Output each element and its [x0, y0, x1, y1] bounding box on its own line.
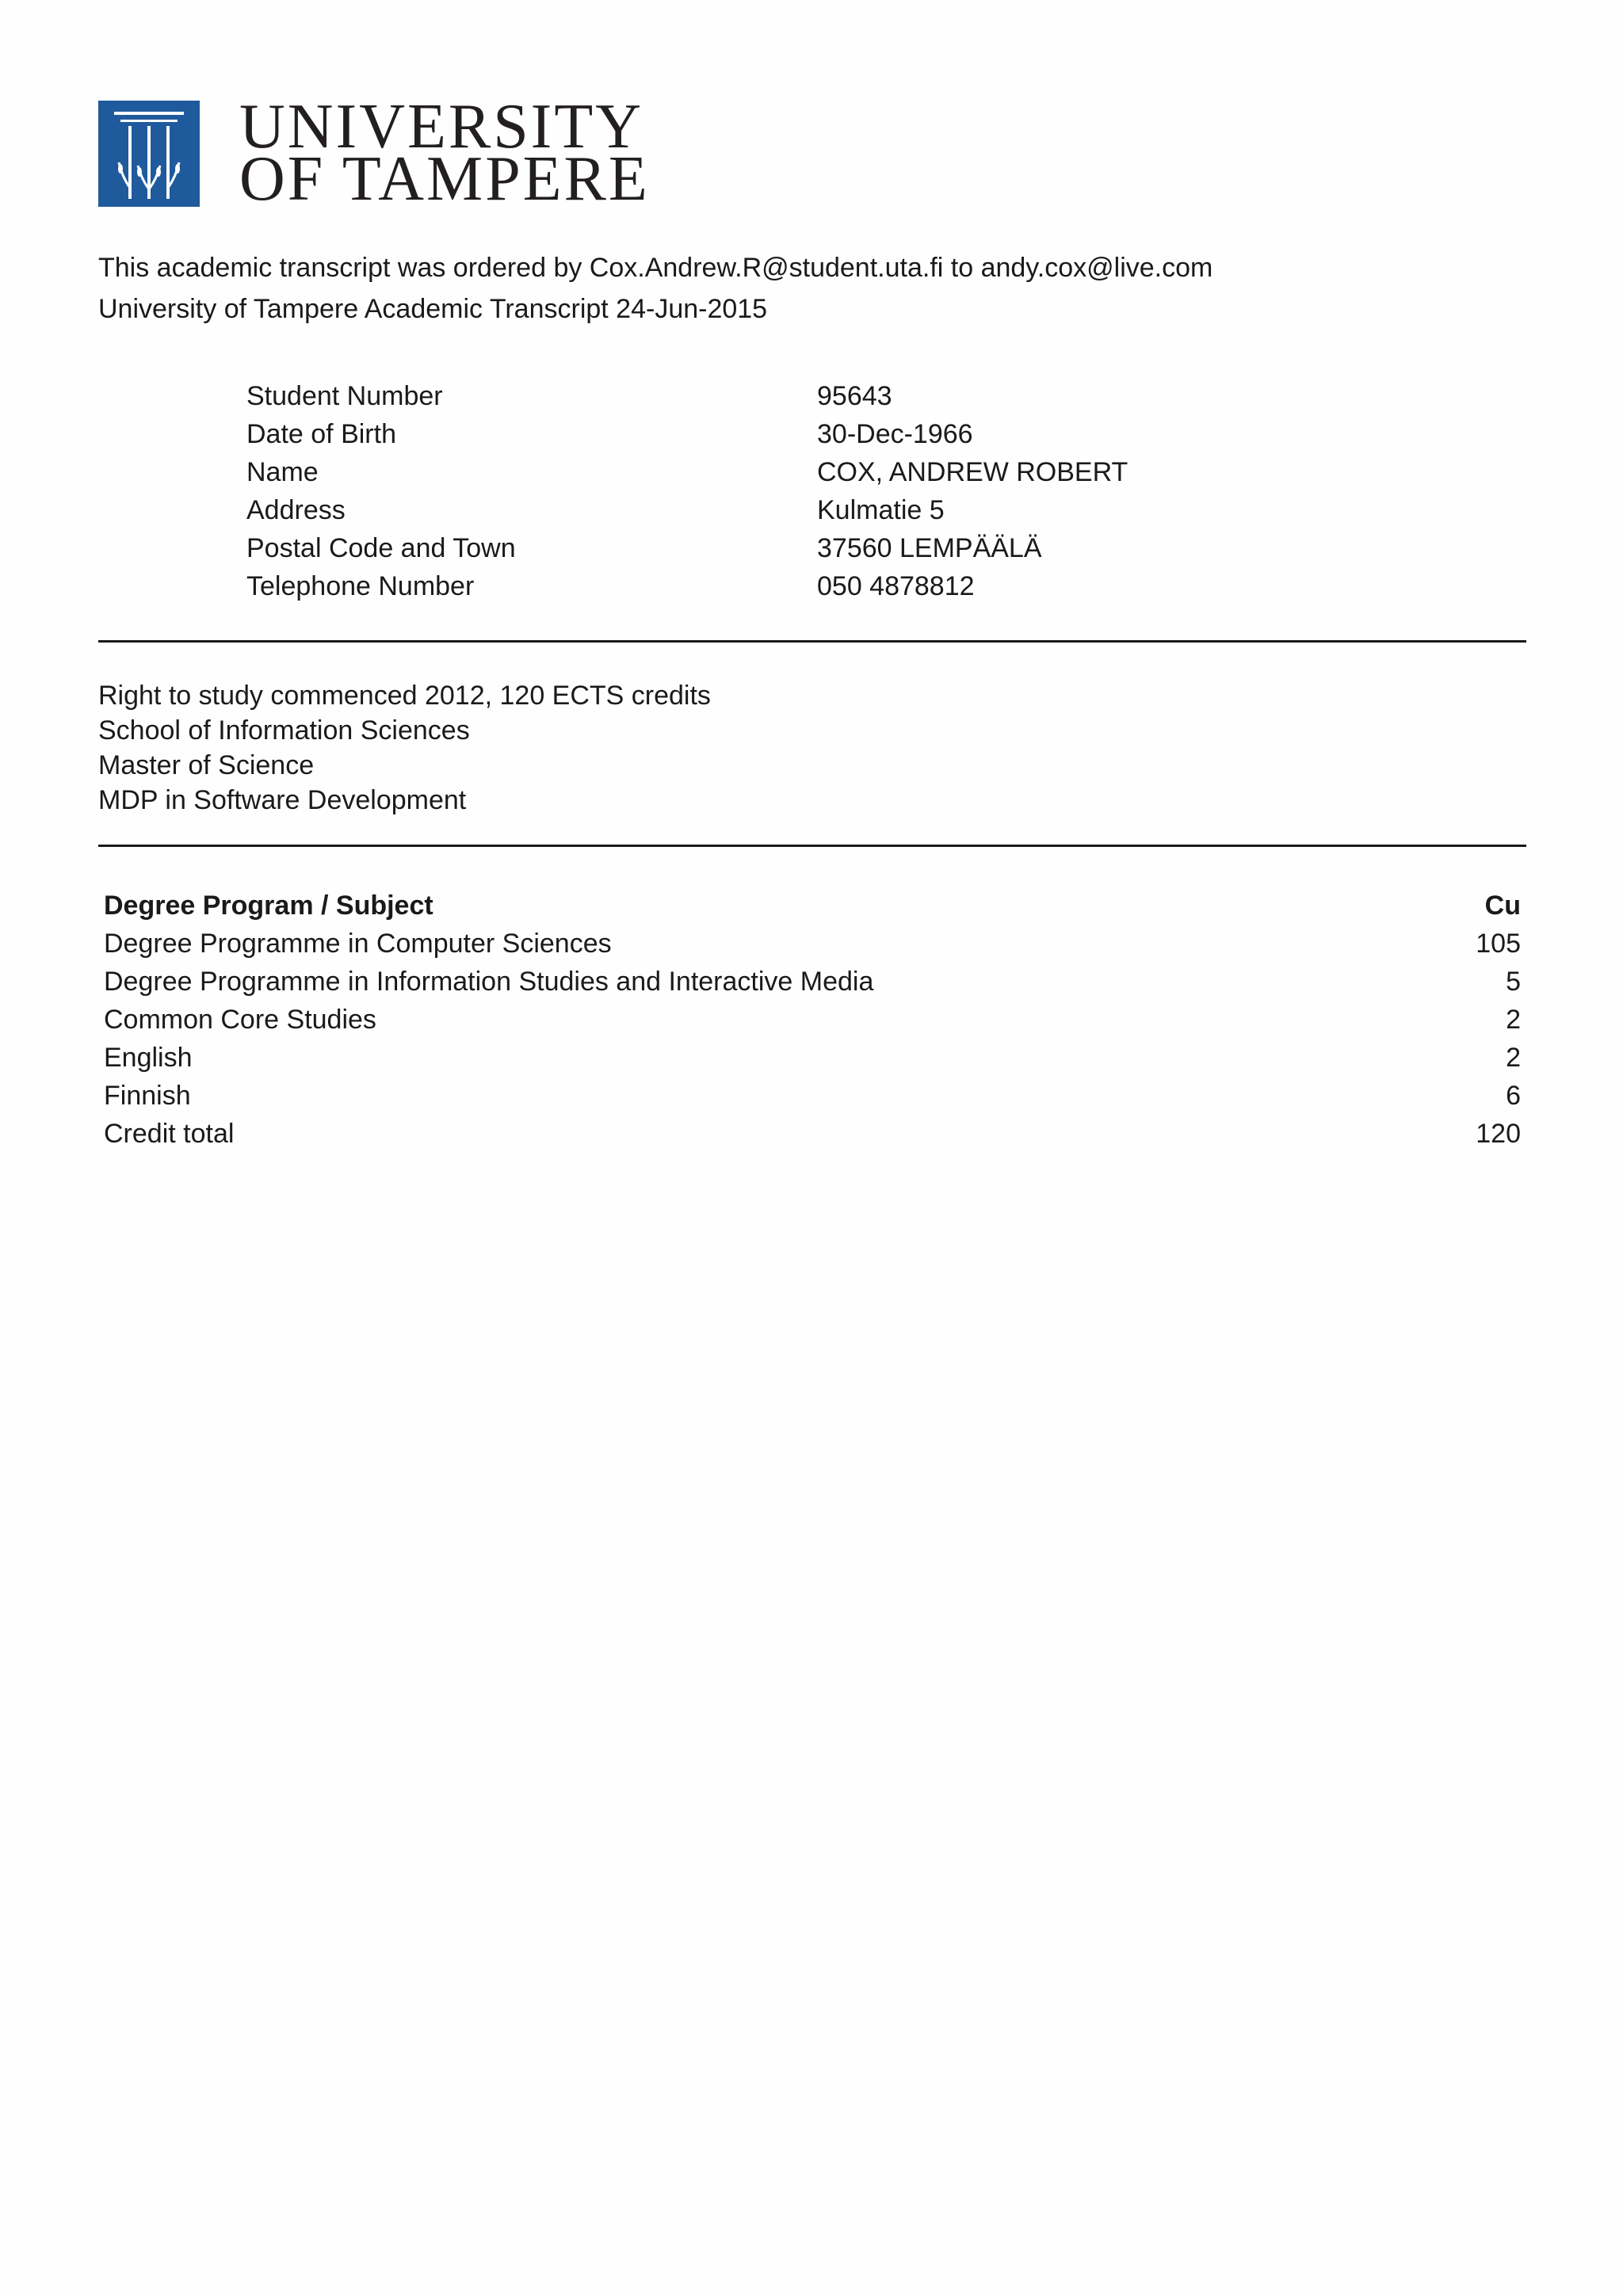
field-label: Postal Code and Town [246, 533, 516, 563]
table-row [104, 966, 1521, 997]
table-row [104, 1004, 1521, 1035]
column-header-subject: Degree Program / Subject [104, 891, 433, 921]
divider [98, 845, 1526, 847]
field-value: 050 4878812 [817, 571, 975, 601]
subject-cell: Credit total [104, 1119, 235, 1149]
study-line: School of Information Sciences [98, 715, 470, 746]
table-row [104, 1080, 1521, 1112]
subject-cell: Degree Programme in Information Studies and Interactive Media [104, 967, 874, 997]
credits-cell: 120 [1476, 1119, 1521, 1149]
study-line: MDP in Software Development [98, 785, 467, 815]
order-line: This academic transcript was ordered by Cox.Andrew.R@student.uta.fi to andy.cox@live.com [98, 253, 1213, 283]
credits-cell: 6 [1506, 1081, 1521, 1111]
field-label: Student Number [246, 381, 443, 411]
credits-cell: 5 [1506, 967, 1521, 997]
table-row [104, 1042, 1521, 1074]
transcript-title: University of Tampere Academic Transcript 24-Jun-2015 [98, 294, 768, 324]
table-row [104, 928, 1521, 959]
credits-cell: 2 [1506, 1043, 1521, 1073]
wordmark-line-1: UNIVERSITY [239, 92, 643, 162]
divider [98, 640, 1526, 643]
field-value: 95643 [817, 381, 892, 411]
table-row-total [104, 1118, 1521, 1150]
credits-cell: 105 [1476, 929, 1521, 959]
study-line: Master of Science [98, 750, 315, 780]
column-header-cu: Cu [1484, 891, 1521, 921]
field-label: Telephone Number [246, 571, 475, 601]
field-label: Name [246, 457, 319, 487]
credits-cell: 2 [1506, 1005, 1521, 1035]
university-logo [98, 92, 650, 214]
subject-cell: English [104, 1043, 193, 1073]
field-label: Date of Birth [246, 419, 396, 449]
university-wordmark [239, 92, 650, 214]
study-line: Right to study commenced 2012, 120 ECTS credits [98, 681, 711, 711]
wordmark-line-2: OF TAMPERE [239, 144, 650, 214]
university-emblem-icon [98, 101, 200, 207]
subject-cell: Common Core Studies [104, 1005, 376, 1035]
field-value: COX, ANDREW ROBERT [817, 457, 1128, 487]
field-value: Kulmatie 5 [817, 495, 945, 525]
field-label: Address [246, 495, 346, 525]
subject-cell: Degree Programme in Computer Sciences [104, 929, 612, 959]
field-value: 37560 LEMPÄÄLÄ [817, 533, 1042, 563]
field-value: 30-Dec-1966 [817, 419, 973, 449]
subject-cell: Finnish [104, 1081, 191, 1111]
table-header [104, 890, 1521, 921]
